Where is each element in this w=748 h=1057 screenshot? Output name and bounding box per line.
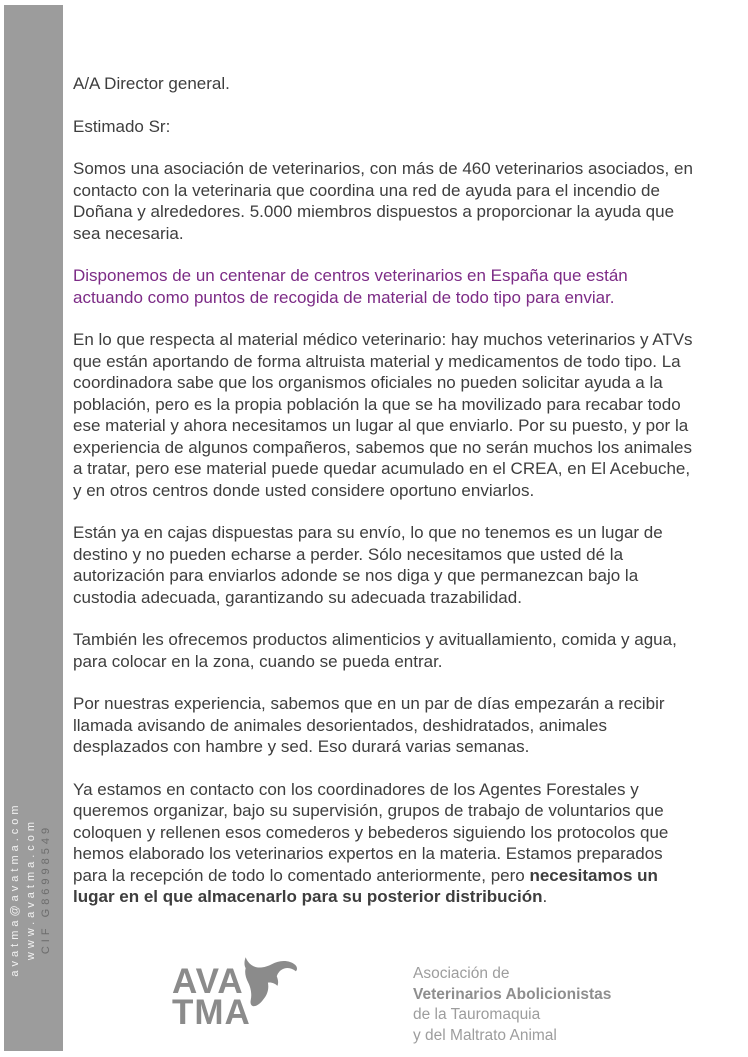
sidebar-email: avatma@avatma.com: [9, 801, 21, 977]
org-line4: y del Maltrato Animal: [413, 1026, 557, 1044]
sidebar-contact-block: [8, 783, 55, 995]
wordmark-line1: AVA: [172, 962, 244, 1001]
paragraph-material: En lo que respecta al material médico veterinario: hay muchos veterinarios y ATVs que están aportando de forma altruista material y medicamentos de todo tipo. La coordinadora sabe que los organismos oficiales no pueden solicitar ayuda a la población, pero es la propia población la que se ha movilizado para recabar todo ese material y ahora necesitamos un lugar al que enviarlo. Por su puesto, y por la experiencia de algunos compañeros, sabemos que no serán muchos los animales a tratar, pero ese material puede quedar acumulado en el CREA, en El Acebuche, y en otros centros donde usted considere oportuno enviarlos.: [73, 330, 693, 500]
letter-body: [73, 73, 693, 929]
organization-name: [413, 964, 611, 1046]
paragraph-closing: [73, 779, 693, 908]
closing-bold: necesitamos un lugar en el que almacenarlo para su posterior distribución: [73, 865, 658, 906]
paragraph-alimentos: También les ofrecemos productos alimenticios y avituallamiento, comida y agua, para colocar en la zona, cuando se pueda entrar.: [73, 630, 677, 671]
org-line1: Asociación de: [413, 965, 510, 982]
closing-lead: Ya estamos en contacto con los coordinadores de los Agentes Forestales y queremos organizar, bajo su supervisión, grupos de trabajo de voluntarios que coloquen y rellenen esos comederos y bebederos siguiendo los protocolos que hemos elaborado los veterinarios expertos en la materia. Estamos preparados para la recepción de todo lo comentado anteriormente, pero: [73, 779, 669, 885]
paragraph-highlight: Disponemos de un centenar de centros veterinarios en España que están actuando como puntos de recogida de material de todo tipo para enviar.: [73, 266, 628, 307]
salutation: A/A Director general.: [73, 74, 230, 93]
org-line2: Veterinarios Abolicionistas: [413, 985, 612, 1003]
closing-tail: .: [542, 887, 548, 906]
sidebar-cif: CIF G86998549: [40, 823, 52, 955]
sidebar-website: www.avatma.com: [24, 817, 37, 961]
bull-head-icon: [231, 956, 301, 1010]
paragraph-experiencia: Por nuestras experiencia, sabemos que en un par de días empezarán a recibir llamada avisando de animales desorientados, deshidratados, animales desplazados con hambre y sed. Eso durará varias semanas.: [73, 694, 665, 756]
wordmark-line2: TMA: [172, 993, 251, 1032]
greeting: Estimado Sr:: [73, 116, 171, 136]
paragraph-cajas: Están ya en cajas dispuestas para su envío, lo que no tenemos es un lugar de destino y no pueden echarse a perder. Sólo necesitamos que usted dé la autorización para enviarlos adonde se nos diga y que permanezcan bajo la custodia adecuada, garantizando su adecuada trazabilidad.: [73, 523, 663, 607]
org-line3: de la Tauromaquia: [413, 1006, 541, 1023]
paragraph-intro: Somos una asociación de veterinarios, con más de 460 veterinarios asociados, en contacto con la veterinaria que coordina una red de ayuda para el incendio de Doñana y alrededores. 5.000 miembros dispuestos a proporcionar la ayuda que sea necesaria.: [73, 159, 693, 243]
